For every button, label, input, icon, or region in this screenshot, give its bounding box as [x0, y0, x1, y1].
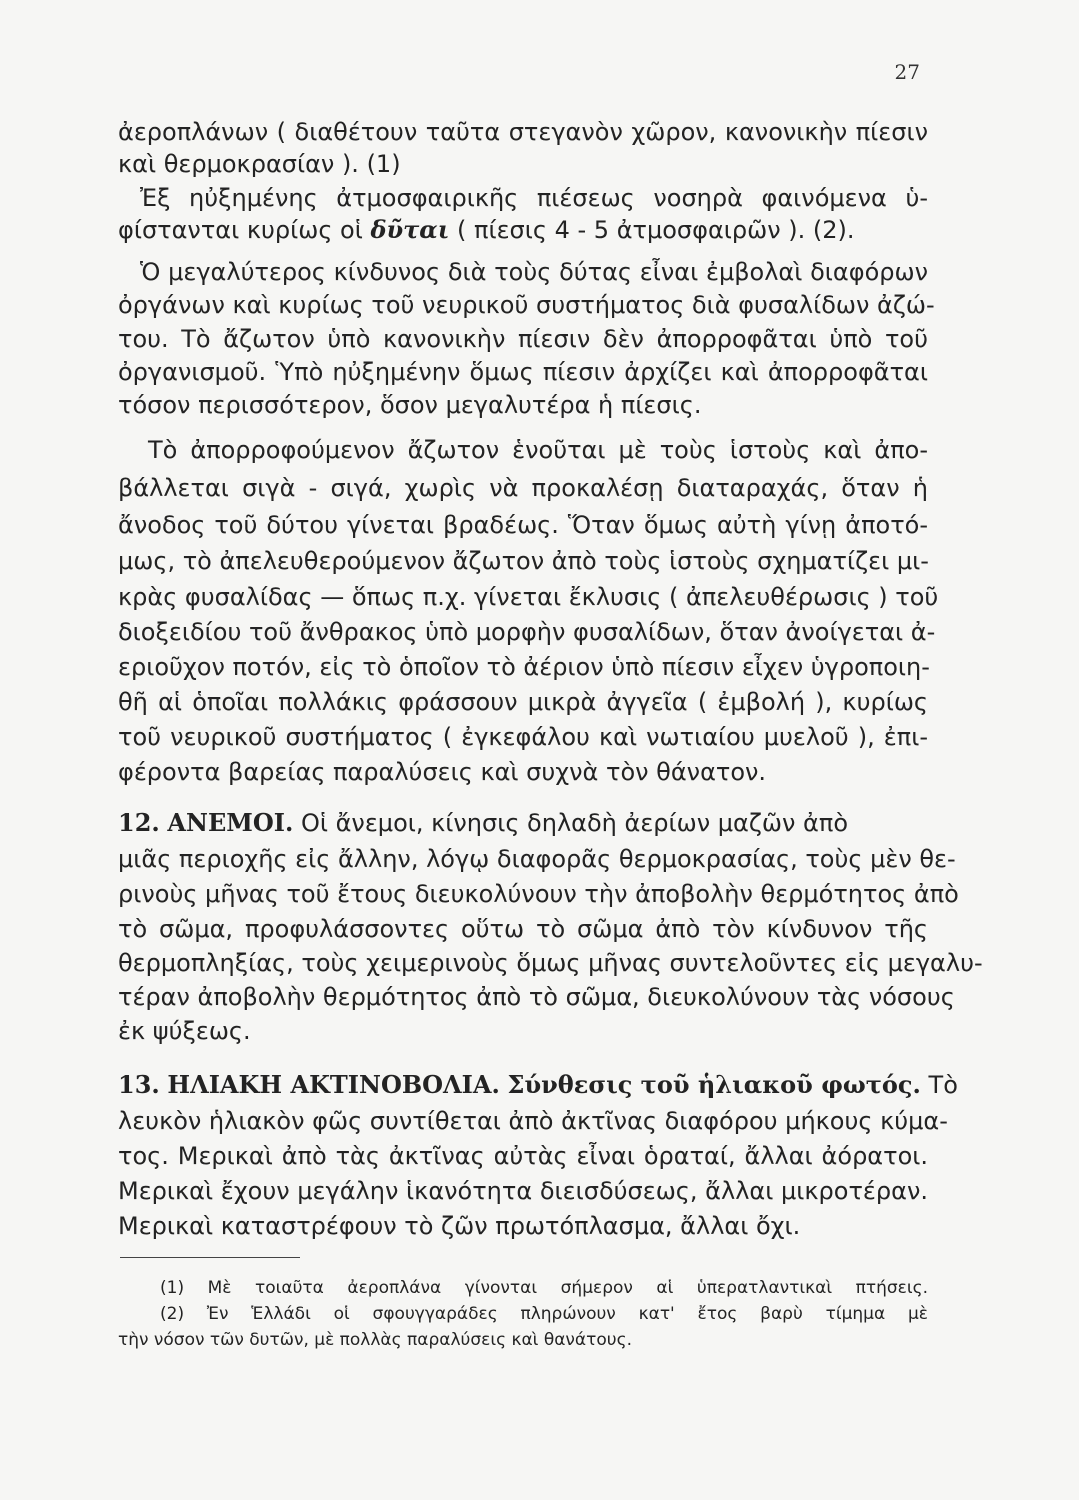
- section-title: ΑΝΕΜΟΙ.: [167, 808, 294, 837]
- paragraph-line: κρὰς φυσαλίδας — ὅπως π.χ. γίνεται ἔκλυσις ( ἀπελευθέρωσις ) τοῦ: [118, 583, 939, 611]
- paragraph-line: τοῦ νευρικοῦ συστήματος ( ἐγκεφάλου καὶ νωτιαίου μυελοῦ ), ἐπι-: [118, 723, 928, 751]
- paragraph-line: ρινοὺς μῆνας τοῦ ἔτους διευκολύνουν τὴν ἀποβολὴν θερμότητος ἀπὸ: [118, 880, 959, 908]
- paragraph-line: τος. Μερικαὶ ἀπὸ τὰς ἀκτῖνας αὐτὰς εἶναι ὁραταί, ἄλλαι ἀόρατοι.: [118, 1142, 928, 1170]
- section-title: ΗΛΙΑΚΗ ΑΚΤΙΝΟΒΟΛΙΑ.: [167, 1070, 500, 1099]
- paragraph-line: μιᾶς περιοχῆς εἰς ἄλλην, λόγῳ διαφορᾶς θερμοκρασίας, τοὺς μὲν θε-: [118, 845, 956, 873]
- text-run: φίστανται κυρίως οἱ: [118, 216, 371, 244]
- paragraph-line: ἄνοδος τοῦ δύτου γίνεται βραδέως. Ὅταν ὅμως αὐτὴ γίνῃ ἀποτό-: [118, 511, 928, 539]
- footnote-2-line: τὴν νόσον τῶν δυτῶν, μὲ πολλὰς παραλύσεις καὶ θανάτους.: [118, 1330, 632, 1350]
- paragraph-line: διοξειδίου τοῦ ἄνθρακος ὑπὸ μορφὴν φυσαλίδων, ὅταν ἀνοίγεται ἀ-: [118, 618, 936, 646]
- section-subtitle: Σύνθεσις τοῦ ἡλιακοῦ φωτός.: [507, 1070, 921, 1099]
- paragraph-line: ὀργανισμοῦ. Ὑπὸ ηὐξημένην ὅμως πίεσιν ἀρχίζει καὶ ἀπορροφᾶται: [118, 358, 928, 386]
- paragraph-line: ἀεροπλάνων ( διαθέτουν ταῦτα στεγανὸν χῶρον, κανονικὴν πίεσιν: [118, 118, 928, 146]
- paragraph-line: του. Τὸ ἄζωτον ὑπὸ κανονικὴν πίεσιν δὲν ἀπορροφᾶται ὑπὸ τοῦ: [118, 325, 928, 353]
- paragraph-line: λευκὸν ἡλιακὸν φῶς συντίθεται ἀπὸ ἀκτῖνας διαφόρου μήκους κύμα-: [118, 1107, 948, 1135]
- page-number: 27: [894, 60, 920, 84]
- text-run: ( πίεσις 4 - 5 ἀτμοσφαιρῶν ). (2).: [449, 216, 855, 244]
- text-run: Οἱ ἄνεμοι, κίνησις δηλαδὴ ἀερίων μαζῶν ἀπὸ: [300, 809, 849, 837]
- paragraph-line: μως, τὸ ἀπελευθερούμενον ἄζωτον ἀπὸ τοὺς ἱστοὺς σχηματίζει μι-: [118, 547, 929, 575]
- paragraph-line: Ὁ μεγαλύτερος κίνδυνος διὰ τοὺς δύτας εἶναι ἐμβολαὶ διαφόρων: [140, 258, 928, 286]
- section-13-first-line: [118, 1070, 958, 1100]
- paragraph-line: ἐκ ψύξεως.: [118, 1017, 251, 1045]
- paragraph-line: καὶ θερμοκρασίαν ). (1): [118, 150, 401, 178]
- paragraph-line: τέραν ἀποβολὴν θερμότητος ἀπὸ τὸ σῶμα, διευκολύνουν τὰς νόσους: [118, 983, 955, 1011]
- section-number: 13.: [118, 1070, 160, 1099]
- paragraph-line: φέροντα βαρείας παραλύσεις καὶ συχνὰ τὸν θάνατον.: [118, 758, 767, 786]
- paragraph-line: βάλλεται σιγὰ - σιγά, χωρὶς νὰ προκαλέσῃ διαταραχάς, ὅταν ἡ: [118, 474, 928, 502]
- footnote-1: (1) Μὲ τοιαῦτα ἀεροπλάνα γίνονται σήμερον αἱ ὑπερατλαντικαὶ πτήσεις.: [160, 1278, 928, 1298]
- paragraph-line: Μερικαὶ καταστρέφουν τὸ ζῶν πρωτόπλασμα, ἄλλαι ὄχι.: [118, 1212, 801, 1240]
- paragraph-line: θερμοπληξίας, τοὺς χειμερινοὺς ὅμως μῆνας συντελοῦντες εἰς μεγαλυ-: [118, 949, 983, 977]
- text-run: Τὸ: [928, 1071, 958, 1099]
- paragraph-line: [118, 215, 928, 245]
- footnote-2-line: (2) Ἐν Ἑλλάδι οἱ σφουγγαράδες πληρώνουν κατ' ἔτος βαρὺ τίμημα μὲ: [160, 1304, 928, 1324]
- section-number: 12.: [118, 808, 160, 837]
- paragraph-line: ὀργάνων καὶ κυρίως τοῦ νευρικοῦ συστήματος διὰ φυσαλίδων ἀζώ-: [118, 291, 935, 319]
- paragraph-line: Ἐξ ηὐξημένης ἀτμοσφαιρικῆς πιέσεως νοσηρὰ φαινόμενα ὑ-: [140, 184, 928, 212]
- paragraph-line: εριοῦχον ποτόν, εἰς τὸ ὁποῖον τὸ ἀέριον ὑπὸ πίεσιν εἶχεν ὑγροποιη-: [118, 653, 930, 681]
- footnote-divider: [120, 1257, 300, 1258]
- emphasized-term: δῦται: [370, 215, 450, 244]
- paragraph-line: θῆ αἱ ὁποῖαι πολλάκις φράσσουν μικρὰ ἀγγεῖα ( ἐμβολή ), κυρίως: [118, 688, 928, 716]
- paragraph-line: Μερικαὶ ἔχουν μεγάλην ἱκανότητα διεισδύσεως, ἄλλαι μικροτέραν.: [118, 1177, 928, 1205]
- paragraph-line: τόσον περισσότερον, ὅσον μεγαλυτέρα ἡ πίεσις.: [118, 391, 702, 419]
- paragraph-line: τὸ σῶμα, προφυλάσσοντες οὕτω τὸ σῶμα ἀπὸ τὸν κίνδυνον τῆς: [118, 915, 928, 943]
- section-12-first-line: [118, 808, 928, 838]
- paragraph-line: Τὸ ἀπορροφούμενον ἄζωτον ἑνοῦται μὲ τοὺς ἱστοὺς καὶ ἀπο-: [148, 436, 928, 464]
